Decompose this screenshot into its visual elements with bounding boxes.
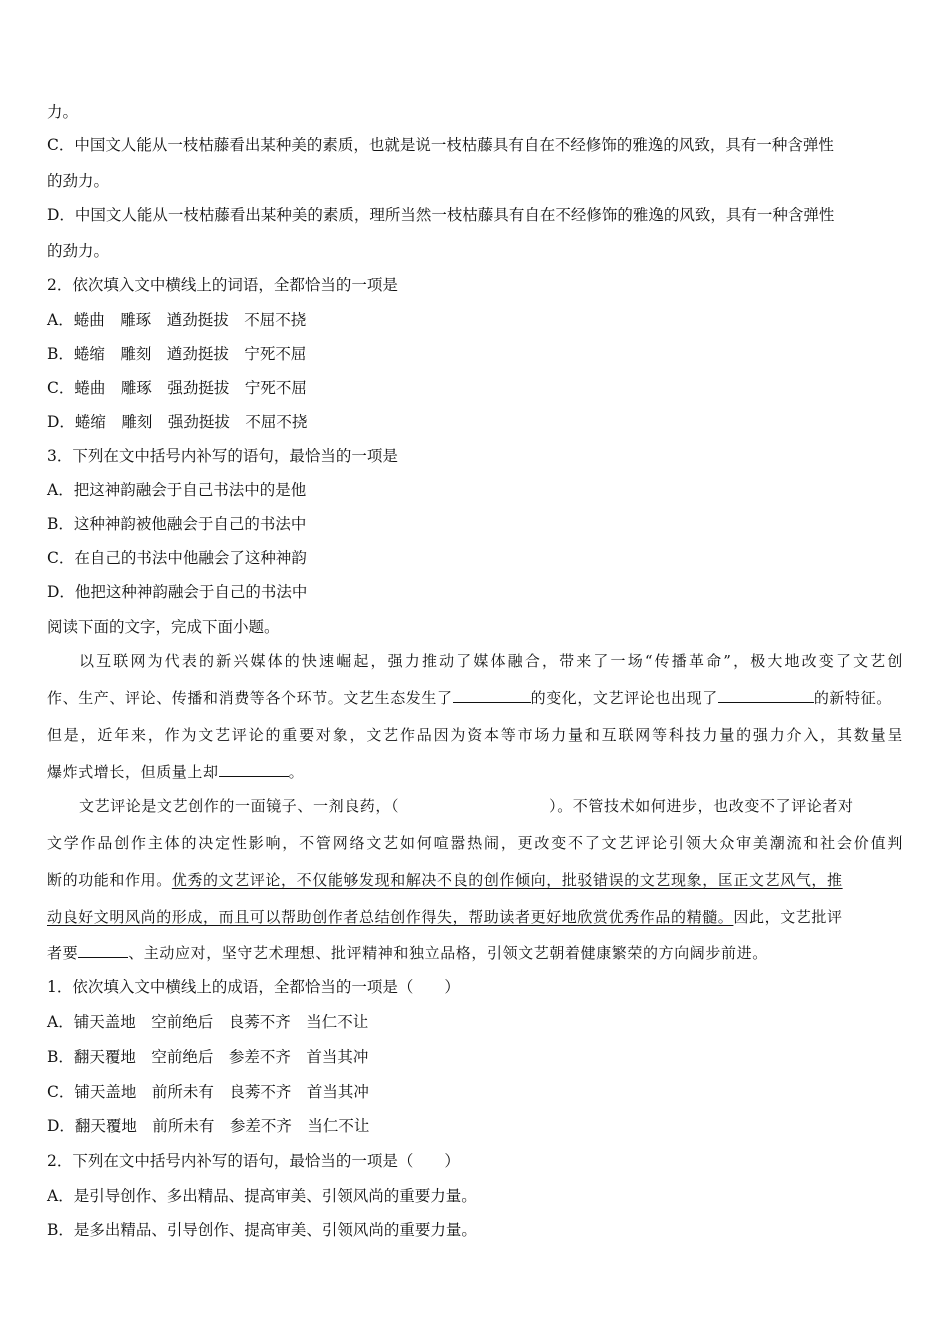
question-2b-option-a: A．是引导创作、多出精品、提高审美、引领风尚的重要力量。: [47, 1187, 477, 1205]
question-2b-stem: 2．下列在文中括号内补写的语句，最恰当的一项是（ ）: [47, 1152, 460, 1170]
fill-blank-2: [718, 687, 814, 703]
question-2-option-c: C．蜷曲 雕琢 强劲挺拔 宁死不屈: [47, 379, 307, 397]
underlined-sentence: 动良好文明风尚的形成，而且可以帮助创作者总结创作得失，帮助读者更好地欣赏优秀作品的精髓。: [47, 908, 734, 926]
fill-blank-1: [453, 687, 531, 703]
passage-p2-line-4: [47, 906, 903, 928]
question-2-option-b: B．蜷缩 雕刻 遒劲挺拔 宁死不屈: [47, 345, 307, 363]
passage-text: ）。不管技术如何进步，也改变不了评论者对: [549, 797, 854, 815]
question-3-stem: 3．下列在文中括号内补写的语句，最恰当的一项是: [47, 447, 398, 465]
question-1b-option-a: A．铺天盖地 空前绝后 良莠不齐 当仁不让: [47, 1013, 369, 1031]
question-1b-stem: 1．依次填入文中横线上的成语，全都恰当的一项是（ ）: [47, 978, 460, 996]
passage-p1-line-3: 但是，近年来，作为文艺评论的重要对象，文艺作品因为资本等市场力量和互联网等科技力量的强力介入，其数量呈: [47, 726, 903, 744]
passage-p1-line-4: [47, 761, 903, 783]
passage-text: 者要: [47, 944, 79, 962]
prev-option-d-line-2: 的劲力。: [47, 242, 110, 260]
passage-text: 的新特征。: [813, 689, 892, 707]
passage-text: 文艺评论是文艺创作的一面镜子、一剂良药，（: [79, 797, 400, 815]
passage-text: 因此，文艺批评: [733, 908, 843, 926]
fill-blank-4: [78, 942, 128, 958]
passage-text: 作、生产、评论、传播和消费等各个环节。文艺生态发生了: [47, 689, 453, 707]
passage-p1-line-2: [47, 687, 903, 709]
question-2b-option-b: B．是多出精品、引导创作、提高审美、引领风尚的重要力量。: [47, 1221, 477, 1239]
prev-option-c-line-1: C．中国文人能从一枝枯藤看出某种美的素质，也就是说一枝枯藤具有自在不经修饰的雅逸的风致，具有一种含弹性: [47, 136, 834, 154]
question-2-stem: 2．依次填入文中横线上的词语，全都恰当的一项是: [47, 276, 398, 294]
question-3-option-b: B．这种神韵被他融会于自己的书法中: [47, 515, 307, 533]
passage-text: 、主动应对，坚守艺术理想、批评精神和独立品格，引领文艺朝着健康繁荣的方向阔步前进。: [128, 944, 768, 962]
passage-p1-line-1: 以互联网为代表的新兴媒体的快速崛起，强力推动了媒体融合，带来了一场“传播革命”，极大地改变了文艺创: [79, 652, 903, 670]
passage-text: 。: [288, 763, 305, 781]
fill-blank-3: [219, 761, 289, 777]
passage-p2-line-5: [47, 942, 903, 964]
passage-text: 断的功能和作用。: [47, 871, 172, 889]
passage-p2-line-2: 文学作品创作主体的决定性影响，不管网络文艺如何喧嚣热闹，更改变不了文艺评论引领大众审美潮流和社会价值判: [47, 834, 903, 852]
question-2-option-d: D．蜷缩 雕刻 强劲挺拔 不屈不挠: [47, 413, 308, 431]
reading-instruction: 阅读下面的文字，完成下面小题。: [47, 618, 280, 636]
question-1b-option-d: D．翻天覆地 前所未有 参差不齐 当仁不让: [47, 1117, 370, 1135]
question-3-option-a: A．把这神韵融会于自己书法中的是他: [47, 481, 307, 499]
prev-option-d-line-1: D．中国文人能从一枝枯藤看出某种美的素质，理所当然一枝枯藤具有自在不经修饰的雅逸的风致，具有一种含弹性: [47, 206, 835, 224]
question-3-option-c: C．在自己的书法中他融会了这种神韵: [47, 549, 307, 567]
passage-p2-line-3: [47, 869, 903, 891]
question-3-option-d: D．他把这种神韵融会于自己的书法中: [47, 583, 308, 601]
passage-text: 爆炸式增长，但质量上却: [47, 763, 219, 781]
question-1b-option-b: B．翻天覆地 空前绝后 参差不齐 首当其冲: [47, 1048, 369, 1066]
question-2-option-a: A．蜷曲 雕琢 遒劲挺拔 不屈不挠: [47, 311, 307, 329]
passage-text: 的变化，文艺评论也出现了: [530, 689, 718, 707]
question-1b-option-c: C．铺天盖地 前所未有 良莠不齐 首当其冲: [47, 1083, 369, 1101]
passage-p2-line-1: [79, 795, 903, 817]
prev-option-c-line-2: 的劲力。: [47, 172, 110, 190]
prev-option-b-tail: 力。: [47, 103, 79, 121]
underlined-sentence: 优秀的文艺评论，不仅能够发现和解决不良的创作倾向，批驳错误的文艺现象，匡正文艺风气，推: [171, 871, 843, 889]
